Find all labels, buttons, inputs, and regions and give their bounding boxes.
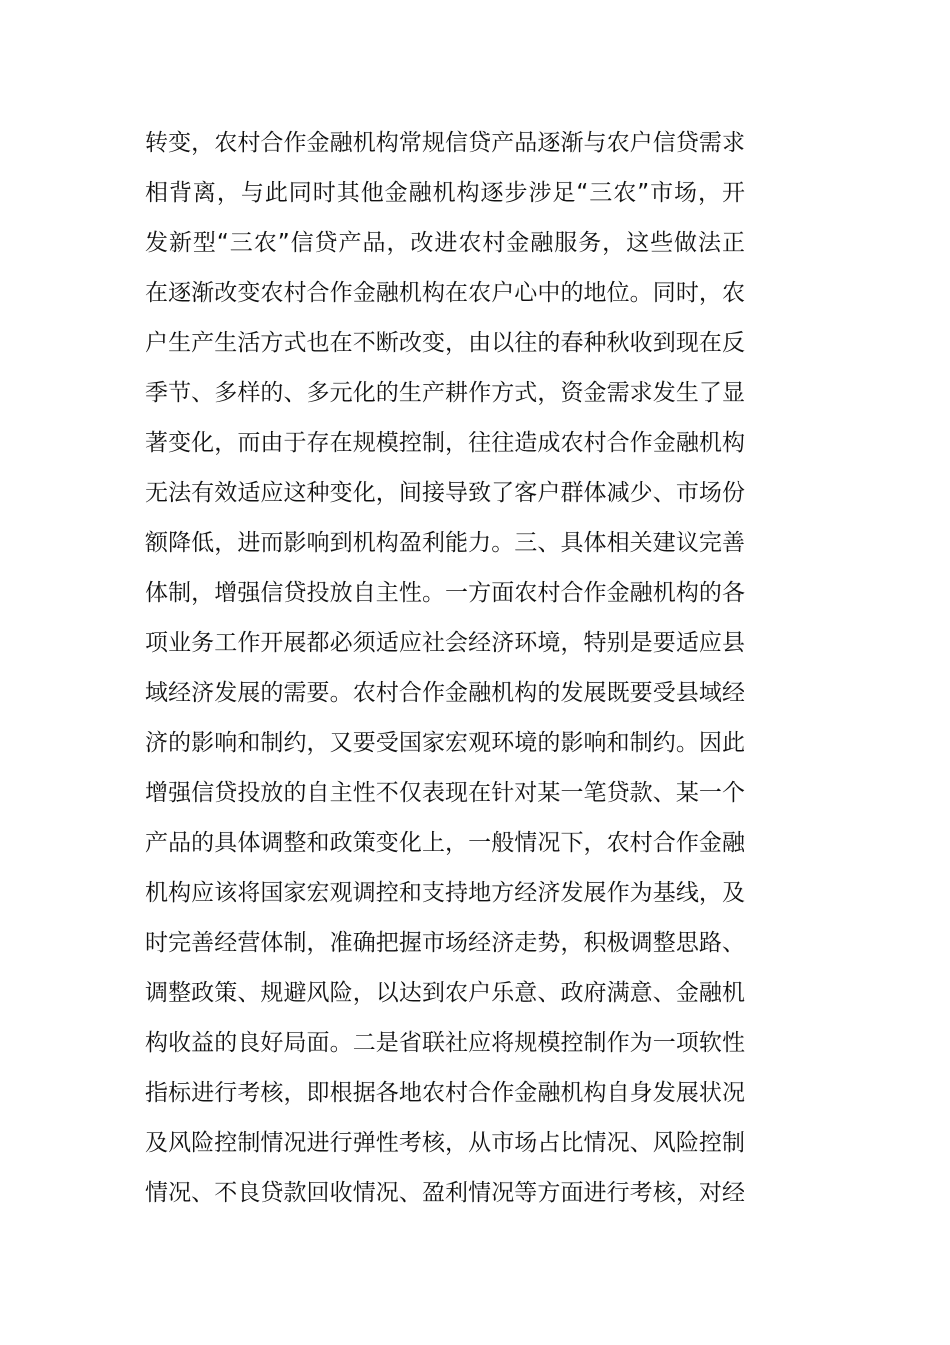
text-line: 情况、不良贷款回收情况、盈利情况等方面进行考核，对经	[145, 1180, 745, 1206]
text-line: 指标进行考核，即根据各地农村合作金融机构自身发展状况	[145, 1080, 745, 1106]
text-line: 时完善经营体制，准确把握市场经济走势，积极调整思路、	[145, 930, 745, 956]
text-line: 构收益的良好局面。二是省联社应将规模控制作为一项软性	[145, 1030, 745, 1056]
text-line: 及风险控制情况进行弹性考核，从市场占比情况、风险控制	[145, 1130, 745, 1156]
text-line: 济的影响和制约，又要受国家宏观环境的影响和制约。因此	[145, 730, 745, 756]
text-line: 机构应该将国家宏观调控和支持地方经济发展作为基线，及	[145, 880, 745, 906]
text-line: 著变化，而由于存在规模控制，往往造成农村合作金融机构	[145, 430, 745, 456]
text-line: 产品的具体调整和政策变化上，一般情况下，农村合作金融	[145, 830, 745, 856]
text-line: 季节、多样的、多元化的生产耕作方式，资金需求发生了显	[145, 380, 745, 406]
text-line: 转变，农村合作金融机构常规信贷产品逐渐与农户信贷需求	[145, 130, 745, 156]
text-line: 调整政策、规避风险，以达到农户乐意、政府满意、金融机	[145, 980, 745, 1006]
text-line: 相背离，与此同时其他金融机构逐步涉足“三农”市场，开	[145, 180, 745, 206]
text-line: 增强信贷投放的自主性不仅表现在针对某一笔贷款、某一个	[145, 780, 745, 806]
text-line: 户生产生活方式也在不断改变，由以往的春种秋收到现在反	[145, 330, 745, 356]
text-line: 在逐渐改变农村合作金融机构在农户心中的地位。同时，农	[145, 280, 745, 306]
text-line: 体制，增强信贷投放自主性。一方面农村合作金融机构的各	[145, 580, 745, 606]
text-line: 项业务工作开展都必须适应社会经济环境，特别是要适应县	[145, 630, 745, 656]
text-line: 发新型“三农”信贷产品，改进农村金融服务，这些做法正	[145, 230, 745, 256]
text-line: 额降低，进而影响到机构盈利能力。三、具体相关建议完善	[145, 530, 745, 556]
text-line: 域经济发展的需要。农村合作金融机构的发展既要受县域经	[145, 680, 745, 706]
body-text	[145, 118, 745, 1218]
text-line: 无法有效适应这种变化，间接导致了客户群体减少、市场份	[145, 480, 745, 506]
